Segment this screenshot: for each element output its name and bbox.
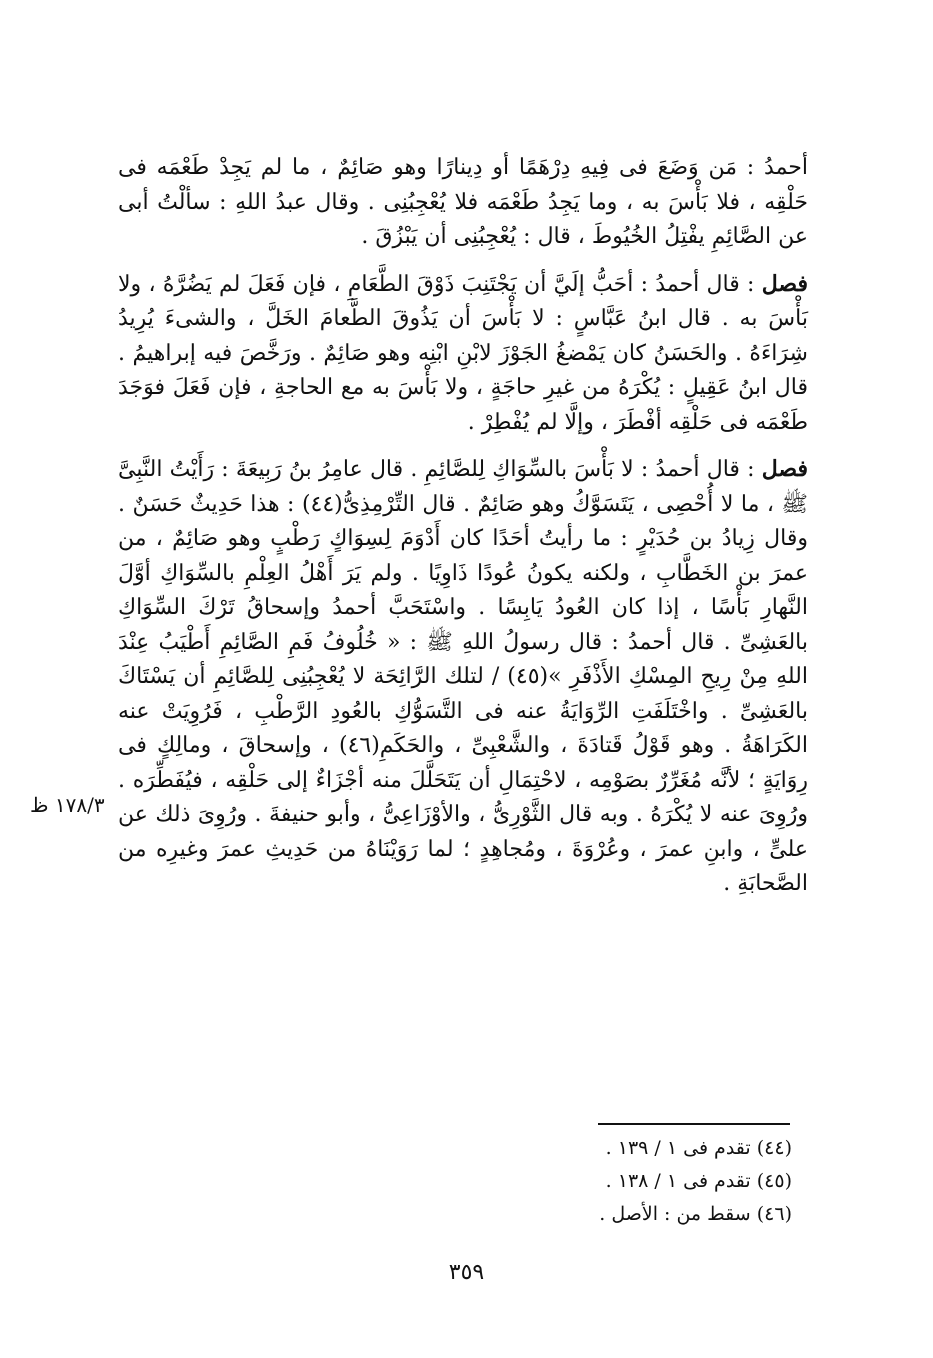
- footnote-44: (٤٤) تقدم فى ١ / ١٣٩ .: [605, 1137, 792, 1159]
- paragraph-1-text: أحمدُ : مَن وَضَعَ فى فِيهِ دِرْهَمًا أو دِينارًا وهو صَائِمٌ ، ما لم يَجِدْ طَعْمَه فى حَلْقِه ، فلا بَأْسَ به ، وما يَجِدُ طَعْمَه فلا يُعْجِبُنِى . وقال عبدُ اللهِ : سألْتُ أبى عن الصَّائِمِ يفْتِلُ الخُيُوطَ ، قال : يُعْجِبُنِى أن يَبْزُقَ .: [118, 155, 808, 249]
- margin-reference: ١٧٨/٣ ظ: [30, 793, 105, 817]
- paragraph-3-lead: فصل: [761, 456, 808, 482]
- paragraph-3-text: : قال أحمدُ : لا بَأْسَ بالسِّوَاكِ لِلصَّائِمِ . قال عامِرُ بنُ رَبِيعَةَ : رَأَيْتُ النَّبِىَّ ﷺ ، ما لا أُحْصِى ، يَتَسَوَّكُ وهو صَائِمٌ . قال التِّرْمِذِىُّ(٤٤) : هذا حَدِيثٌ حَسَنٌ . وقال زِيادُ بن حُدَيْرٍ : ما رأيتُ أحَدًا كان أَدْوَمَ لِسِوَاكٍ رَطْبٍ وهو صَائِمٌ ، من عمرَ بن الخَطَّابِ ، ولكنه يكونُ عُودًا ذَاوِيًا . ولم يَرَ أَهْلُ العِلْمِ بالسِّوَاكِ أوَّلَ النَّهارِ بَأْسًا ، إذا كان العُودُ يَابِسًا . واسْتَحَبَّ أحمدُ وإسحاقُ تَرْكَ السِّوَاكِ بالعَشِىِّ . قال أحمدُ : قال رسولُ اللهِ ﷺ : « خُلُوفُ فَمِ الصَّائِمِ أَطْيَبُ عِنْدَ اللهِ مِنْ رِيحِ المِسْكِ الأَذْفَرِ »(٤٥) / لتلك الرَّائِحَة لا يُعْجِبُنِى لِلصَّائِمِ أن يَسْتَاكَ بالعَشِىِّ . واخْتَلَفَتِ الرِّوَايَةُ عنه فى التَّسَوُّكِ بالعُودِ الرَّطْبِ ، فَرُوِيَتْ عنه الكَرَاهَةُ . وهو قَوْلُ قَتادَةَ ، والشَّعْبِىِّ ، والحَكَمِ(٤٦) ، وإسحاقَ ، ومالِكٍ فى رِوَايَةٍ ؛ لأنَّه مُغَرِّرٌ بصَوْمِه ، لاحْتِمَالِ أن يَتَحَلَّلَ منه أجْزَاءٌ إلى حَلْقِه ، فيُفَطِّرَه . ورُوِىَ عنه لا يُكْرَهُ . وبه قال الثَّوْرِىُّ ، والأوْزَاعِىُّ ، وأبو حنيفةَ . ورُوِىَ ذلك عن علىٍّ ، وابنِ عمرَ ، وعُرْوَةَ ، ومُجاهِدٍ ؛ لما رَوَيْنَاهُ من حَدِيثِ عمرَ وغيرِه من الصَّحابَةِ .: [118, 457, 808, 896]
- paragraph-2-lead: فصل: [761, 270, 808, 297]
- paragraph-3: [118, 452, 808, 902]
- paragraph-1: [118, 150, 808, 255]
- footnote-46: (٤٦) سقط من : الأصل .: [599, 1203, 792, 1225]
- paragraph-2-text: : قال أحمدُ : أحَبُّ إلَيَّ أن يَجْتَنِبَ ذَوْقَ الطَّعَامِ ، فإن فَعَلَ لم يَضُرَّهُ ، ولا بَأْسَ به . قال ابنُ عَبَّاسٍ : لا بَأْسَ أن يَذُوقَ الطَّعامَ الخَلَّ ، والشىءَ يُرِيدُ شِرَاءَهُ . والحَسَنُ كان يَمْضغُ الجَوْزَ لابْنِ ابْنِه وهو صَائِمٌ . ورَخَّصَ فيه إبراهيمُ . قال ابنُ عَقِيلٍ : يُكْرَهُ من غيرِ حاجَةٍ ، ولا بَأْسَ به مع الحاجةِ ، فإن فَعَلَ فوَجَدَ طَعْمَه فى حَلْقِه أفْطَرَ ، وإلَّا لم يُفْطِرْ .: [118, 271, 808, 435]
- footnotes: [500, 1132, 792, 1231]
- paragraph-2: [118, 267, 808, 441]
- footnote-45: (٤٥) تقدم فى ١ / ١٣٨ .: [605, 1170, 792, 1192]
- page-number: ٣٥٩: [448, 1260, 485, 1285]
- footnote-divider: [598, 1123, 790, 1125]
- main-text: [118, 150, 808, 914]
